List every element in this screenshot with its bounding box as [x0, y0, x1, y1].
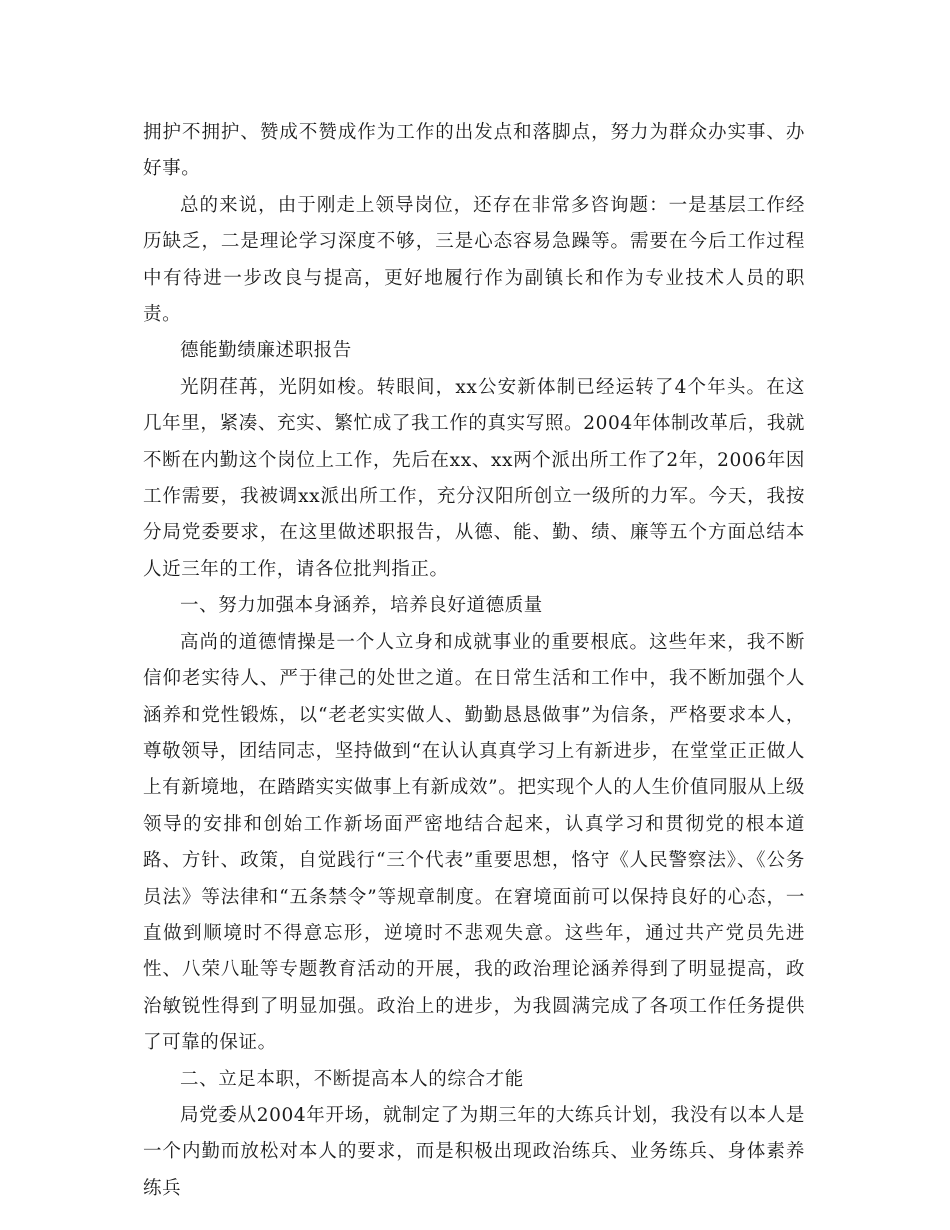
section-1-heading: 一、努力加强本身涵养，培养良好道德质量 [180, 595, 543, 617]
section-2-paragraph: 局党委从2004年开场，就制定了为期三年的大练兵计划，我没有以本人是一个内勤而放松对本人的要求，而是积极出现政治练兵、业务练兵、身体素养练兵 [143, 1104, 805, 1199]
section-1-paragraph: 高尚的道德情操是一个人立身和成就事业的重要根底。这些年来，我不断信仰老实待人、严于律己的处世之道。在日常生活和工作中，我不断加强个人涵养和党性锻炼，以“老老实实做人、勤勤恳恳做事”为信条，严格要求本人，尊敬领导，团结同志，坚持做到“在认认真真学习上有新进步，在堂堂正正做人上有新境地，在踏踏实实做事上有新成效”。把实现个人的人生价值同服从上级领导的安排和创始工作新场面严密地结合起来，认真学习和贯彻党的根本道路、方针、政策，自觉践行“三个代表”重要思想，恪守《人民警察法》、《公务员法》等法律和“五条禁令”等规章制度。在窘境面前可以保持良好的心态，一直做到顺境时不得意忘形，逆境时不悲观失意。这些年，通过共产党员先进性、八荣八耻等专题教育活动的开展，我的政治理论涵养得到了明显提高，政治敏锐性得到了明显加强。政治上的进步，为我圆满完成了各项工作任务提供了可靠的保证。 [143, 631, 805, 1054]
continuation-paragraph: 拥护不拥护、赞成不赞成作为工作的出发点和落脚点，努力为群众办实事、办好事。 [143, 122, 805, 180]
intro-paragraph: 光阴荏苒，光阴如梭。转眼间，xx公安新体制已经运转了4个年头。在这几年里，紧凑、充实、繁忙成了我工作的真实写照。2004年体制改革后，我就不断在内勤这个岗位上工作，先后在xx、xx两个派出所工作了2年，2006年因工作需要，我被调xx派出所工作，充分汉阳所创立一级所的力军。今天，我按分局党委要求，在这里做述职报告，从德、能、勤、绩、廉等五个方面总结本人近三年的工作，请各位批判指正。 [143, 376, 805, 580]
report-title: 德能勤绩廉述职报告 [180, 340, 352, 362]
document-page [143, 115, 805, 1207]
section-2-heading: 二、立足本职，不断提高本人的综合才能 [180, 1068, 524, 1090]
summary-paragraph: 总的来说，由于刚走上领导岗位，还存在非常多咨询题：一是基层工作经历缺乏，二是理论学习深度不够，三是心态容易急躁等。需要在今后工作过程中有待进一步改良与提高，更好地履行作为副镇长和作为专业技术人员的职责。 [143, 194, 805, 326]
